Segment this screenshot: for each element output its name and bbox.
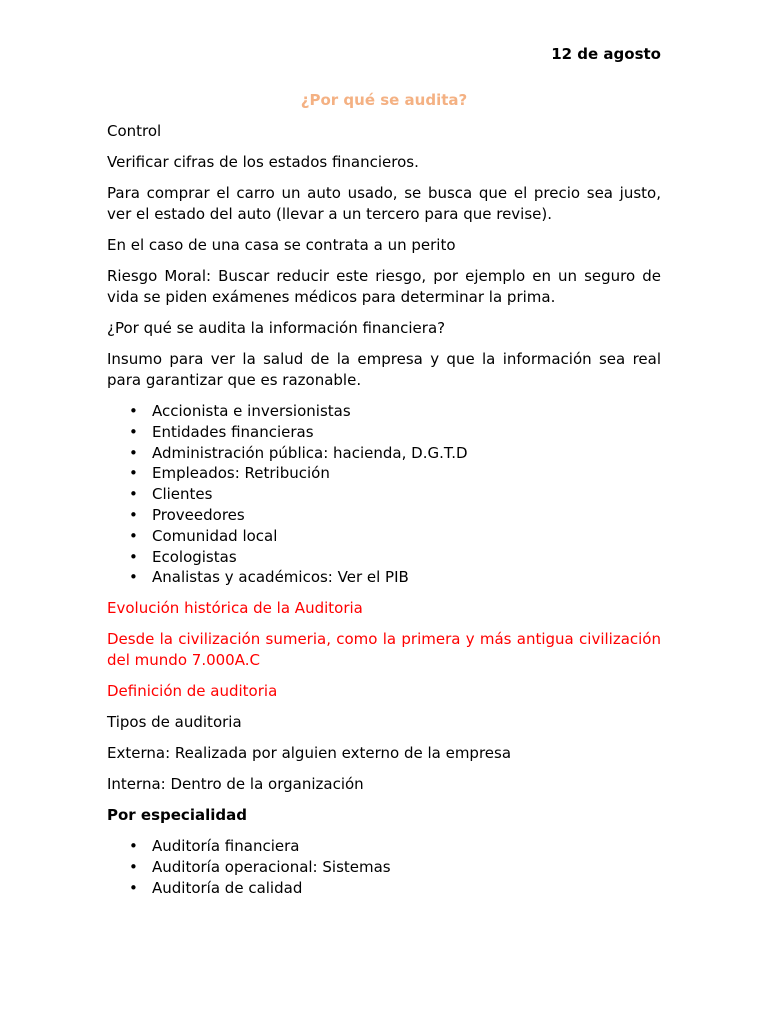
list-item-label: Entidades financieras <box>152 422 314 441</box>
list-item-label: Auditoría operacional: Sistemas <box>152 857 391 876</box>
bullet-icon: • <box>129 464 138 483</box>
list-item <box>107 422 661 443</box>
list-item <box>107 505 661 526</box>
list-item <box>107 463 661 484</box>
bullet-icon: • <box>129 857 138 876</box>
list-item <box>107 567 661 588</box>
stakeholder-list <box>107 401 661 588</box>
list-item <box>107 836 661 857</box>
document-date: 12 de agosto <box>551 45 661 63</box>
list-item-label: Ecologistas <box>152 547 237 566</box>
bullet-icon: • <box>129 402 138 420</box>
paragraph-externa: Externa: Realizada por alguien externo de la empresa <box>107 744 512 763</box>
paragraph-question: ¿Por qué se audita la información financiera? <box>107 319 446 337</box>
list-item-label: Auditoría de calidad <box>152 878 303 897</box>
paragraph-casa: En el caso de una casa se contrata a un perito <box>107 236 456 254</box>
document-page <box>107 44 661 909</box>
bullet-icon: • <box>129 568 138 587</box>
list-item-label: Clientes <box>152 485 213 504</box>
list-item <box>107 878 661 899</box>
list-item-label: Empleados: Retribución <box>152 464 330 483</box>
subheading-especialidad: Por especialidad <box>107 806 247 825</box>
list-item-label: Comunidad local <box>152 526 278 545</box>
list-item-label: Administración pública: hacienda, D.G.T.D <box>152 443 468 462</box>
paragraph-riesgo-moral: Riesgo Moral: Buscar reducir este riesgo, por ejemplo en un seguro de vida se piden exámenes médicos para determinar la prima. <box>107 267 661 306</box>
list-item-label: Auditoría financiera <box>152 837 300 856</box>
list-item <box>107 547 661 568</box>
specialty-list <box>107 836 661 898</box>
list-item <box>107 443 661 464</box>
list-item <box>107 484 661 505</box>
list-item-label: Analistas y académicos: Ver el PIB <box>152 568 409 587</box>
list-item <box>107 401 661 422</box>
bullet-icon: • <box>129 837 138 856</box>
paragraph-carro: Para comprar el carro un auto usado, se busca que el precio sea justo, ver el estado del auto (llevar a un tercero para que revise). <box>107 184 661 223</box>
bullet-icon: • <box>129 422 138 441</box>
paragraph-interna: Interna: Dentro de la organización <box>107 775 364 794</box>
bullet-icon: • <box>129 526 138 545</box>
list-item-label: Proveedores <box>152 505 245 524</box>
paragraph-verificar: Verificar cifras de los estados financieros. <box>107 153 419 171</box>
section-heading-definicion: Definición de auditoria <box>107 682 278 701</box>
bullet-icon: • <box>129 505 138 524</box>
bullet-icon: • <box>129 443 138 462</box>
document-title: ¿Por qué se audita? <box>300 91 468 109</box>
bullet-icon: • <box>129 547 138 566</box>
paragraph-insumo: Insumo para ver la salud de la empresa y que la información sea real para garantizar que es razonable. <box>107 350 661 389</box>
list-item <box>107 526 661 547</box>
list-item-label: Accionista e inversionistas <box>152 402 351 420</box>
paragraph-sumeria: Desde la civilización sumeria, como la primera y más antigua civilización del mundo 7.000A.C <box>107 630 661 670</box>
section-heading-evolucion: Evolución histórica de la Auditoria <box>107 599 363 618</box>
paragraph-tipos: Tipos de auditoria <box>107 713 242 732</box>
bullet-icon: • <box>129 878 138 897</box>
paragraph-control: Control <box>107 122 162 140</box>
bullet-icon: • <box>129 485 138 504</box>
list-item <box>107 857 661 878</box>
